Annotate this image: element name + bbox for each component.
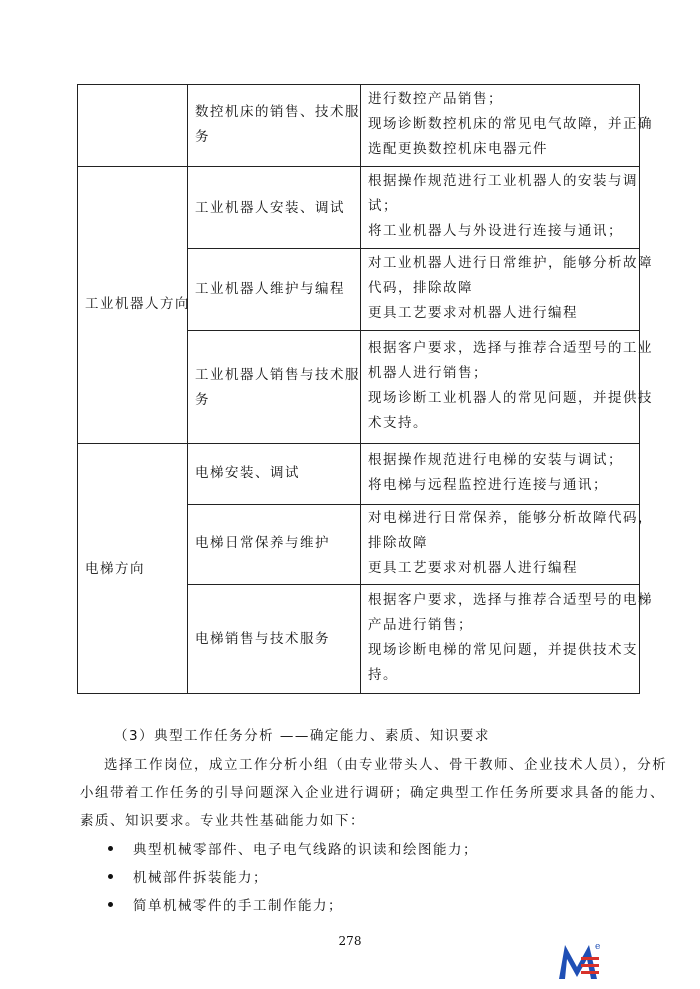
task-name-line: 电梯销售与技术服务	[195, 631, 330, 647]
requirement-cell	[361, 87, 653, 162]
requirement-line: 现场诊断数控机床的常见电气故障，并正确	[368, 116, 653, 132]
group-cell-robot	[78, 292, 188, 317]
task-name-cell	[188, 196, 345, 221]
requirement-line: 选配更换数控机床电器元件	[368, 141, 548, 157]
requirement-line: 将工业机器人与外设进行连接与通讯；	[368, 223, 623, 239]
bullet-dot-icon	[108, 902, 113, 907]
section-heading: （3）典型工作任务分析 ——确定能力、素质、知识要求	[114, 728, 490, 744]
requirement-line: 持。	[368, 667, 398, 683]
page-number: 278	[338, 934, 362, 948]
bullet-dot-icon	[108, 874, 113, 879]
task-name-cell	[188, 461, 338, 486]
requirement-cell	[361, 506, 653, 581]
requirement-line: 试；	[368, 198, 398, 214]
requirement-cell	[361, 336, 653, 436]
requirement-line: 根据客户要求，选择与推荐合适型号的工业	[368, 340, 653, 356]
publisher-logo	[557, 939, 603, 981]
task-name-cell	[188, 100, 360, 150]
paragraph-line: 小组带着工作任务的引导问题深入企业进行调研；确定典型工作任务所要求具备的能力、	[80, 785, 665, 801]
task-name-cell	[188, 627, 338, 652]
requirement-line: 现场诊断工业机器人的常见问题，并提供技	[368, 390, 653, 406]
task-name-cell	[188, 363, 360, 413]
requirement-line: 对工业机器人进行日常维护，能够分析故障	[368, 255, 653, 271]
requirement-line: 根据客户要求，选择与推荐合适型号的电梯	[368, 592, 653, 608]
job-task-table	[77, 84, 653, 694]
requirement-cell	[361, 251, 653, 326]
requirement-line: 产品进行销售；	[368, 617, 473, 633]
svg-text:e: e	[595, 942, 601, 952]
requirement-line: 对电梯进行日常保养，能够分析故障代码，	[368, 510, 653, 526]
requirement-line: 机器人进行销售；	[368, 365, 488, 381]
bullet-dot-icon	[108, 846, 113, 851]
requirement-line: 更具工艺要求对机器人进行编程	[368, 560, 578, 576]
row-divider	[187, 330, 639, 331]
row-divider	[187, 166, 639, 167]
requirement-line: 根据操作规范进行电梯的安装与调试；	[368, 452, 623, 468]
row-divider	[78, 166, 188, 167]
requirement-line: 术支持。	[368, 415, 428, 431]
group-cell-elevator	[78, 557, 188, 582]
requirement-line: 将电梯与远程监控进行连接与通讯；	[368, 477, 608, 493]
requirement-line: 根据操作规范进行工业机器人的安装与调	[368, 173, 638, 189]
requirement-line: 排除故障	[368, 535, 428, 551]
group-label: 电梯方向	[85, 561, 145, 577]
requirement-line: 现场诊断电梯的常见问题，并提供技术支	[368, 642, 638, 658]
row-divider	[187, 584, 639, 585]
task-name-line: 工业机器人安装、调试	[195, 200, 345, 216]
bullet-item: 典型机械零部件、电子电气线路的识读和绘图能力；	[133, 842, 478, 858]
task-name-line: 数控机床的销售、技术服	[195, 104, 360, 120]
bullet-item: 机械部件拆装能力；	[133, 870, 268, 886]
row-divider	[78, 443, 639, 444]
row-divider	[187, 504, 639, 505]
group-label: 工业机器人方向	[85, 296, 190, 312]
task-name-line: 务	[195, 129, 210, 145]
requirement-line: 更具工艺要求对机器人进行编程	[368, 305, 578, 321]
paragraph-line: 选择工作岗位，成立工作分析小组（由专业带头人、骨干教师、企业技术人员），分析	[104, 757, 668, 773]
task-name-line: 电梯日常保养与维护	[195, 535, 330, 551]
task-name-cell	[188, 531, 338, 556]
row-divider	[187, 248, 639, 249]
task-name-line: 工业机器人维护与编程	[195, 281, 345, 297]
requirement-cell	[361, 448, 639, 498]
paragraph-line: 素质、知识要求。专业共性基础能力如下：	[80, 813, 365, 829]
task-name-line: 务	[195, 392, 210, 408]
bullet-item: 简单机械零件的手工制作能力；	[133, 898, 343, 914]
requirement-cell	[361, 169, 639, 244]
task-name-line: 电梯安装、调试	[195, 465, 300, 481]
task-name-cell	[188, 277, 345, 302]
requirement-line: 代码，排除故障	[368, 280, 473, 296]
requirement-cell	[361, 588, 653, 688]
requirement-line: 进行数控产品销售；	[368, 91, 503, 107]
task-name-line: 工业机器人销售与技术服	[195, 367, 360, 383]
